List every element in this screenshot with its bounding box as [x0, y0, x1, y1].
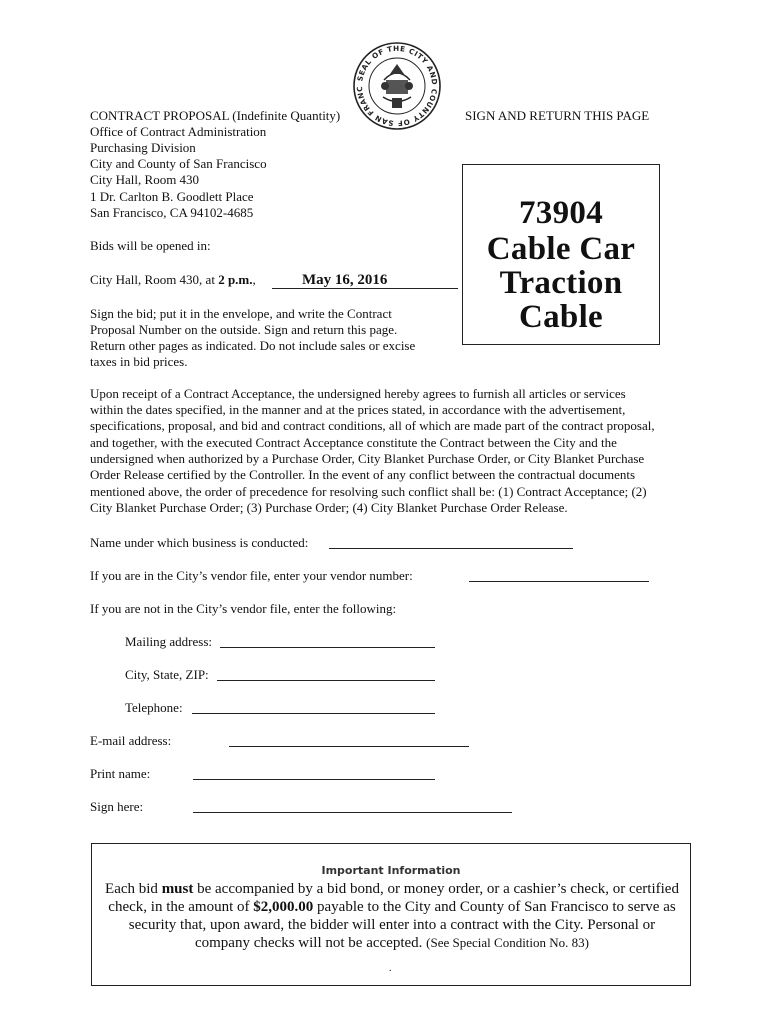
proposal-title-line: Cable Car	[486, 231, 636, 267]
info-dot: .	[389, 963, 392, 974]
sign-here-label: Sign here:	[90, 799, 144, 814]
vendor-number-label: If you are in the City’s vendor file, enter your vendor number:	[90, 568, 413, 583]
bid-comma: ,	[252, 272, 256, 287]
signature-field[interactable]	[193, 812, 512, 813]
proposal-number-box	[462, 164, 660, 345]
special-condition-ref: (See Special Condition No. 83)	[426, 935, 589, 950]
agreement-line: specifications, proposal, and bid and contract conditions, all of which are made part of the contract proposal,	[90, 418, 655, 433]
address-line: City and County of San Francisco	[90, 156, 267, 171]
important-info-box	[91, 843, 691, 986]
proposal-title-line: Traction	[499, 265, 623, 301]
agreement-line: Order Release certified by the Controller. In the event of any conflict between the contractual documents	[90, 467, 636, 482]
agreement-line: Upon receipt of a Contract Acceptance, the undersigned hereby agrees to furnish all articles or services	[90, 386, 626, 401]
city-state-zip-field[interactable]	[217, 680, 435, 681]
email-field[interactable]	[229, 746, 469, 747]
agreement-line: mentioned above, the order of precedence for resolving such conflict shall be: (1) Contract Acceptance; (2)	[90, 484, 647, 499]
instruction-line: Proposal Number on the outside. Sign and return this page.	[90, 322, 398, 337]
info-amount: $2,000.00	[253, 899, 314, 915]
info-text: be accompanied by a bid bond, or money order, or a cashier’s check, or certified check, in the amount of	[108, 881, 679, 915]
important-info-title: Important Information	[321, 864, 461, 877]
bid-location-text: City Hall, Room 430, at	[90, 272, 219, 287]
not-in-vendor-file-label: If you are not in the City’s vendor file, enter the following:	[90, 601, 397, 616]
telephone-field[interactable]	[192, 713, 435, 714]
bid-time: 2 p.m.	[218, 272, 253, 287]
address-line: Office of Contract Administration	[90, 124, 267, 139]
agreement-line: within the dates specified, in the manner and at the prices stated, in accordance with the advertisement,	[90, 402, 626, 417]
mailing-address-label: Mailing address:	[125, 634, 213, 649]
address-line: Purchasing Division	[90, 140, 196, 155]
info-must: must	[161, 881, 194, 897]
address-line: San Francisco, CA 94102-4685	[90, 205, 254, 220]
email-label: E-mail address:	[90, 733, 172, 748]
telephone-label: Telephone:	[125, 700, 183, 715]
bid-date: May 16, 2016	[302, 272, 388, 288]
seal-text: SEAL OF THE CITY AND COUNTY OF SAN FRANC	[354, 43, 440, 129]
proposal-number: 73904	[519, 195, 603, 231]
info-text: Each bid	[105, 881, 162, 897]
address-line: 1 Dr. Carlton B. Goodlett Place	[90, 189, 254, 204]
mailing-address-field[interactable]	[220, 647, 435, 648]
instruction-line: Sign the bid; put it in the envelope, and write the Contract	[90, 306, 392, 321]
info-text: payable to the City and County of San Francisco to serve as security that, upon award, the bidder will enter into a contract with the City. Personal or company checks will not be accepted.	[128, 899, 676, 951]
sign-return-heading: SIGN AND RETURN THIS PAGE	[465, 108, 650, 123]
contract-proposal-heading: CONTRACT PROPOSAL (Indefinite Quantity)	[90, 108, 341, 123]
print-name-label: Print name:	[90, 766, 151, 781]
instruction-line: taxes in bid prices.	[90, 354, 188, 369]
city-seal-icon	[352, 40, 442, 132]
city-state-zip-label: City, State, ZIP:	[125, 667, 209, 682]
agreement-line: and together, with the executed Contract Acceptance constitute the Contract between the City and the	[90, 435, 617, 450]
bid-date-field	[272, 272, 458, 289]
bids-opened-label: Bids will be opened in:	[90, 238, 211, 253]
business-name-label: Name under which business is conducted:	[90, 535, 309, 550]
important-info-body	[100, 880, 684, 952]
print-name-field[interactable]	[193, 779, 435, 780]
business-name-field[interactable]	[329, 548, 573, 549]
instruction-line: Return other pages as indicated. Do not include sales or excise	[90, 338, 416, 353]
proposal-title-line: Cable	[519, 299, 603, 335]
address-line: City Hall, Room 430	[90, 172, 200, 187]
agreement-line: City Blanket Purchase Order; (3) Purchase Order; (4) City Blanket Purchase Order Release.	[90, 500, 568, 515]
agreement-line: undersigned when authorized by a Purchase Order, City Blanket Purchase Order, or City Blanket Purchase	[90, 451, 645, 466]
vendor-number-field[interactable]	[469, 581, 649, 582]
bid-location	[90, 272, 256, 288]
